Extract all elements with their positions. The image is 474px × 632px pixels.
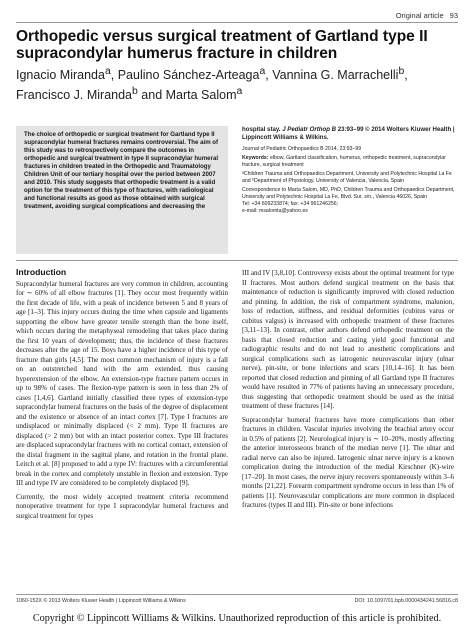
telephone-fax: Tel: +34 609233874; fax: +34 961246256; [242, 201, 339, 208]
running-header [396, 11, 458, 20]
section-rule [16, 260, 458, 261]
body-column-right [242, 269, 454, 515]
journal-line: Journal of Pediatric Orthopaedics B 2014, 23:93–99 [242, 146, 362, 152]
author-name: Marta Salom [165, 87, 237, 102]
footer-rule [16, 594, 458, 595]
abstract-box [16, 126, 228, 254]
doi-footer: DOI: 10.1097/01.bpb.0000434241.56816.c8 [354, 598, 458, 604]
copyright-notice: Copyright © Lippincott Williams & Wilkins. Unauthorized reproduction of this article is prohibited. [32, 613, 442, 624]
correspondence: Correspondence to Marta Salom, MD, PhD, Children Trauma and Orthopaedics Department, University and Polytechnic Hospital La Fe, Blvd. Sur, s/n., Valencia 46026, Spain [242, 187, 455, 201]
author-list [16, 64, 456, 103]
keywords-label: Keywords: [242, 155, 269, 162]
author-name: Francisco J. Miranda [16, 87, 133, 102]
paragraph: Supracondylar humeral fractures have more complications than other fractures in children. Vascular injuries involving the brachial artery occur in 0.5% of patients [2]. Neurological injury is ∼ 10–20%, mostly affecting the anterior interosseous branch of the median nerve [1]. The ulnar and radial nerve can also be injured. Iatrogenic ulnar nerve injury is a known complication during the introduction of the medial Kirschner (K)-wire [17–20]. In most cases, the nerve injury recovers spontaneously within 3–6 months [21,22]. Forearm compartment syndrome occurs in less than 1% of patients [1]. Neurovascular complications are more common in displaced fractures (types II and III). Pin-site or bone infections [242, 415, 454, 509]
email-address[interactable]: e-mail: msalomta@yahoo.es [242, 207, 308, 214]
keywords-text: elbow, Gartland classification, humerus, orthopedic treatment, supracondylar fracture, surgical treatment [242, 155, 446, 169]
author-separator: and [137, 87, 166, 102]
author-name: Paulino Sánchez-Arteaga [117, 68, 260, 83]
author-affiliation-mark: b [132, 85, 138, 97]
citation-rest: 23:93–99 © 2014 Wolters Kluwer Health | Lippincott Williams & Wilkins. [242, 126, 455, 141]
author-separator: , [404, 68, 408, 83]
author-separator: , [110, 68, 118, 83]
author-name: Vannina G. Marrachelli [272, 68, 399, 83]
citation-lead: hospital stay. [242, 126, 283, 133]
author-affiliation-mark: a [104, 66, 111, 77]
author-affiliation-mark: b [398, 66, 405, 77]
section-label: Original article [395, 11, 444, 20]
affiliations: ᵃChildren Trauma and Orthopaedics Department, University and Polytechnic Hospital La Fe and ᵇDepartment of Physiology, University of Valencia, Valencia, Spain [242, 171, 452, 185]
issn-footer: 1060-152X © 2013 Wolters Kluwer Health | Lippincott Williams & Wilkins [16, 598, 186, 604]
keywords [242, 155, 458, 169]
paragraph: Supracondylar humeral fractures are very common in children, accounting for ∼ 60% of all elbow fractures [1]. They occur most frequently within the first decade of life, with a peak of incidence between 5 and 8 years of age [1–3]. This injury occurs during the time when capsule and ligaments supporting the elbow have greater tensile strength than the bone itself, which occurs during the metaphyseal remodeling that takes place during the first 10 years of development; thus, the incidence of these fractures decreases after the age of 15. Boys have a higher incidence of this type of fracture than girls [4,5]. The most common mechanism of injury is a fall on an outstretched hand with the arm extended, thus causing hyperextension of the elbow. An extension-type fracture pattern occurs in up to 98% of cases. The flexion-type pattern is seen in less than 2% of cases [1,4,6]. Gartland initially classified three types of extension-type supracondylar humeral fractures on the basis of the degree of displacement and the existence or absence of an intact cortex [7]. Type I fractures are undisplaced or minimally displaced (< 2 mm). Type II fractures are displaced (> 2 mm) but with an intact posterior cortex. Type III fractures are displaced supracondylar fractures with no cortical contact, extension of the distal fragment in the sagittal plane, and rotation in the frontal plane. Leitch et al. [8] proposed to add a type IV: fractures with a circumferential break in the cortex and completely unstable in flexion and extension. Type III and type IV are considered to be completely displaced [9]. [16, 279, 228, 487]
article-title: Orthopedic versus surgical treatment of Gartland type II supracondylar humerus fracture in children [16, 28, 428, 62]
author-separator: , [265, 68, 273, 83]
article-metadata [242, 126, 458, 217]
author-affiliation-mark: a [236, 85, 243, 97]
author-name: Ignacio Miranda [16, 68, 105, 83]
paragraph: III and IV [3,8,10]. Controversy exists about the optimal treatment for type II fractures. Most authors defend surgical treatment on the basis that maintenance of reduction is significantly improved with closed reduction and pinning. In addition, the risk of compartment syndrome, malunion, loss of reduction, stiffness, and residual deformities (cubitus varus or cubitus valgus) is increased with orthopedic treatment of these fractures [3,11–13]. In contrast, other authors defend orthopedic treatment on the basis that closed reduction and casting yield good functional and radiographic results and do not lead to anesthetic complications and surgical complications such as iatrogenic neurovascular injury (ulnar nerve), pin-site, or bone infections and scars [10,14–16]. It has been reported that closed reduction and pinning of all Gartland type II fractures would have resulted in 77% of patients having an unnecessary procedure, thus suggesting that orthopedic treatment should be used as the initial treatment of these fractures [14]. [242, 269, 454, 410]
body-column-left [16, 268, 228, 525]
header-rule [16, 22, 458, 23]
paragraph: Currently, the most widely accepted treatment criteria recommend nonoperative treatment for type I supracondylar humeral fractures and surgical treatment for types [16, 492, 228, 520]
page-number: 93 [449, 11, 458, 20]
citation-journal: J Pediatr Orthop B [282, 126, 337, 133]
abstract-text: The choice of orthopedic or surgical treatment for Gartland type II supracondylar humeral fractures remains controversial. The aim of this study was to retrospectively compare the outcomes in orthopedic and surgical treatment in type II supracondylar humeral fractures in children treated in the Orthopedic and Traumatology Children Unit of our tertiary hospital over the period between 2007 and 2010. This study suggests that orthopedic treatment is a valid option for the treatment of this type of fractures, with radiological and functional results as good as those obtained with surgical treatment, avoiding surgical complications and decreasing the [24, 131, 219, 210]
citation [242, 126, 458, 142]
section-heading: Introduction [16, 267, 67, 277]
author-affiliation-mark: a [259, 66, 266, 77]
